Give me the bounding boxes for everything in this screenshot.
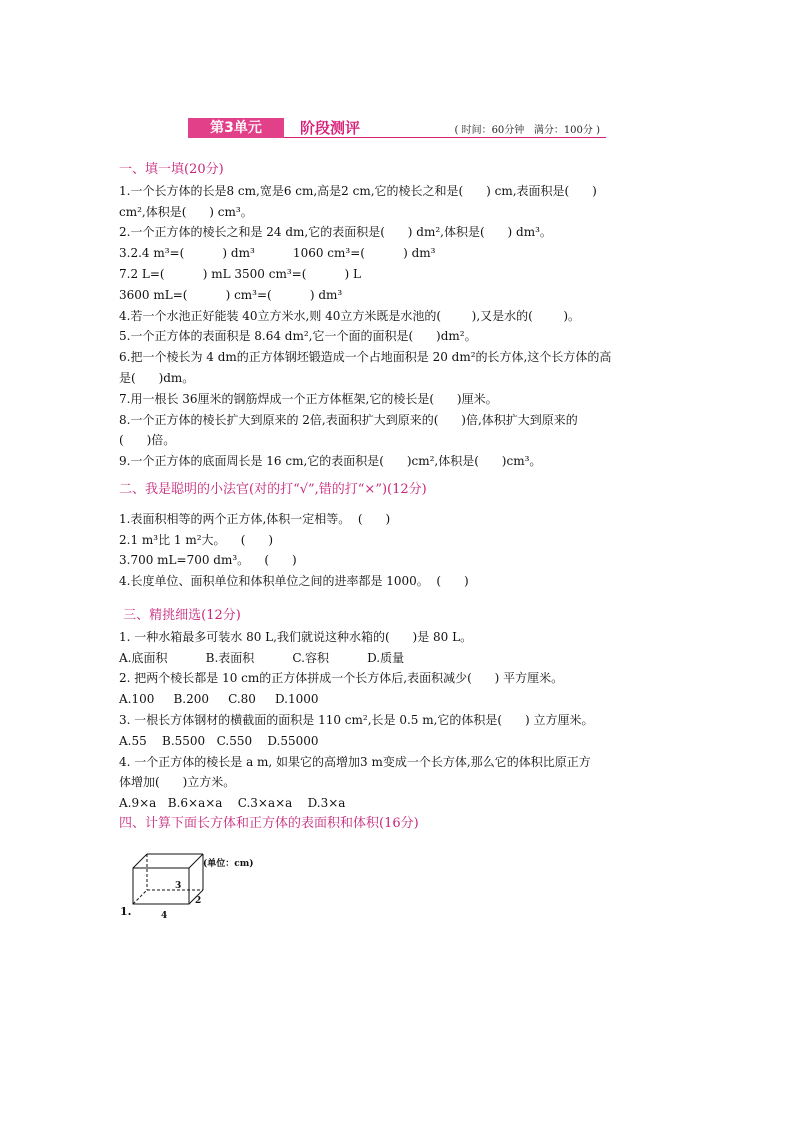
question-line: 7.2 L=( ) mL 3500 cm³=( ) L [119, 266, 362, 281]
question-line: 体增加( )立方米。 [119, 775, 236, 790]
question-line: 5.一个正方体的表面积是 8.64 dm²,它一个面的面积是( )dm²。 [119, 329, 477, 344]
question-line: 1.表面积相等的两个正方体,体积一定相等。 ( ) [119, 511, 391, 526]
question-line: A.55 B.5500 C.550 D.55000 [119, 733, 319, 748]
item-number: 1. [120, 905, 132, 918]
test-meta: ( 时间：60分钟 满分：100分 ) [454, 125, 600, 136]
cuboid-figure [119, 848, 259, 924]
section-title-choice: 三、精挑细选(12分) [119, 607, 241, 623]
depth-label: 2 [195, 896, 202, 906]
question-line: 2. 把两个棱长都是 10 cm的正方体拼成一个长方体后,表面积减少( ) 平方厘米。 [119, 671, 564, 686]
question-line: 是( )dm。 [119, 370, 195, 385]
question-line: 2.一个正方体的棱长之和是 24 dm,它的表面积是( ) dm²,体积是( ) dm³。 [119, 225, 552, 240]
question-line: 3600 mL=( ) cm³=( ) dm³ [119, 287, 343, 302]
question-line: 7.用一根长 36厘米的钢筋焊成一个正方体框架,它的棱长是( )厘米。 [119, 391, 498, 406]
question-line: 6.把一个棱长为 4 dm的正方体钢坯锻造成一个占地面积是 20 dm²的长方体,这个长方体的高 [119, 350, 612, 365]
page-title: 阶段测评 [300, 119, 361, 137]
unit-label: (单位：cm) [203, 859, 254, 869]
worksheet-body [119, 160, 679, 835]
height-label: 3 [175, 881, 182, 891]
question-line: 4.长度单位、面积单位和体积单位之间的进率都是 1000。 ( ) [119, 574, 469, 589]
header-rule [284, 137, 606, 138]
question-line: A.100 B.200 C.80 D.1000 [119, 692, 319, 707]
page-header [188, 118, 606, 140]
question-line: A.底面积 B.表面积 C.容积 D.质量 [119, 650, 405, 665]
question-line: cm²,体积是( ) cm³。 [119, 204, 253, 219]
question-line: 1.一个长方体的长是8 cm,宽是6 cm,高是2 cm,它的棱长之和是( ) cm,表面积是( ) [119, 183, 597, 198]
unit-badge: 第3单元 [188, 118, 284, 138]
section-title-calculate: 四、计算下面长方体和正方体的表面积和体积(16分) [119, 815, 419, 831]
length-label: 4 [161, 911, 168, 921]
question-line: 3.2.4 m³=( ) dm³ 1060 cm³=( ) dm³ [119, 246, 436, 261]
question-line: 2.1 m³比 1 m²大。 ( ) [119, 532, 274, 547]
question-line: 3. 一根长方体钢材的横截面的面积是 110 cm²,长是 0.5 m,它的体积是( ) 立方厘米。 [119, 712, 594, 727]
question-line: 4.若一个水池正好能装 40立方米水,则 40立方米既是水池的( ),又是水的( )。 [119, 308, 581, 323]
section-title-fill-in: 一、填一填(20分) [119, 162, 224, 177]
question-line: 9.一个正方体的底面周长是 16 cm,它的表面积是( )cm²,体积是( )cm³。 [119, 454, 542, 469]
section-title-judge: 二、我是聪明的小法官(对的打“√”,错的打“×”)(12分) [119, 481, 427, 497]
question-line: ( )倍。 [119, 433, 176, 448]
question-line: 4. 一个正方体的棱长是 a m, 如果它的高增加3 m变成一个长方体,那么它的体积比原正方 [119, 754, 591, 769]
question-line: 3.700 mL=700 dm³。 ( ) [119, 553, 297, 568]
question-line: 1. 一种水箱最多可装水 80 L,我们就说这种水箱的( )是 80 L。 [119, 629, 473, 644]
question-line: A.9×a B.6×a×a C.3×a×a D.3×a [119, 796, 346, 811]
question-line: 8.一个正方体的棱长扩大到原来的 2倍,表面积扩大到原来的( )倍,体积扩大到原来的 [119, 412, 578, 427]
